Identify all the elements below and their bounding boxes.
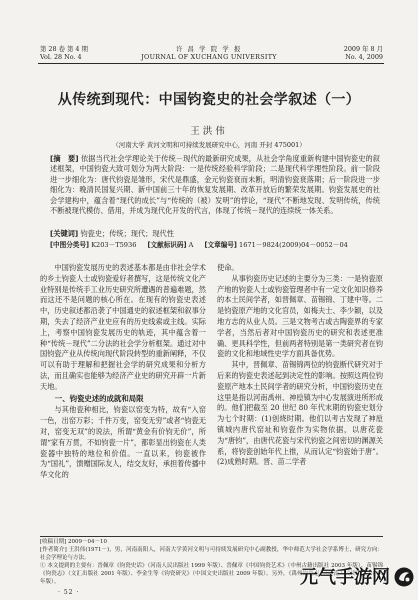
doc-code-label: [文献标识码] <box>147 241 187 249</box>
clc-label: [中图分类号] <box>50 241 89 249</box>
footnote-note-1: ① 本文提到的主要有：晋佩章《钧瓷史话》（河南人民出版社 1999 年版）、晋佩章《中国钧瓷艺术》（中州古籍出版社 2003 年版）、苗锡锦《钧瓷志》（文汇出版社 2001 年版）、李金生等《钧瓷研究》（中国文史出版社 2009 年版）。另外，《禹州钧瓷志》（河南人民出版社 2004 年版）。 <box>40 562 383 585</box>
header-journal <box>129 45 289 61</box>
body-paragraph: 中国钧瓷发展历史的表述基本都是由非社会学术的乡土钧瓷人士或钧瓷爱好者撰写，这是传统文化产业特别是传统手工业历史研究所遭遇的普遍难题，然而这还不是问题的核心所在。在现有的钧瓷史表述中，历史叙述都沿袭了中国通史的叙述框架和叙事分期，失去了经济产业史应有的历史线索或主线。实际上，考察中国钧瓷发展历史的轨迹，其中蕴含着一种“传统－现代”二分法的社会学分析框架。通过对中国钧瓷产业从传统向现代阶段转型的重新阐释，不仅可以有助于理解和把握社会学的研究成果和分析方法，而且确实也能够为经济产业史的研究开辟一片新天地。 <box>40 263 206 391</box>
header-volume <box>40 45 88 61</box>
header-date-cn: 2009 年 8 月 <box>343 45 383 53</box>
footnote-author-bio: [作者简介] 王洪伟(1971－)，男，河南南阳人，河南大学黄河文明与可持续发展研究中心副教授，华中师范大学社会学系博士，研究方向：社会学理论与方法。 <box>40 546 383 561</box>
yuanqi-logo-icon <box>393 566 415 588</box>
body-column-right <box>217 263 383 533</box>
header-journal-cn: 许 昌 学 院 学 报 <box>175 45 243 53</box>
keywords-label: [关键词] <box>50 229 79 238</box>
article-title: 从传统到现代：中国钧瓷史的社会学叙述（一） <box>57 92 361 108</box>
abstract-text: 依据当代社会学理论关于传统－现代的最新研究成果，从社会学角度重新构建中国钧瓷史的叙述框架，中国钧瓷大致可划分为两大阶段：一是传统经验科学阶段；二是现代科学理性阶段。前一阶段进一步细化为：唐代钧瓷是雏形，宋代是鼎盛，金元钧瓷衰而未断，明清钧瓷衰落期；后一阶段进一步细化为：晚清民国复兴期、新中国前三十年的恢复发展期、改革开放后的繁荣发展期。钧瓷发展史的社会学建构中，蕴含着“现代的成长”与“传统的（被）发明”的悖论，“现代”不断地发现、发明传统，传统不断被现代模仿、借用，并成为现代化开发的代言，体现了传统－现代的连续统一体关系。 <box>50 154 380 216</box>
article-affiliation: （河南大学 黄河文明和可持续发展研究中心，河南 开封 475001） <box>112 141 306 149</box>
article-author: 王洪伟 <box>190 126 228 137</box>
footnote-received-date: [收稿日期] 2009－04－10 <box>40 539 108 545</box>
doc-code-value: A <box>188 241 194 249</box>
body-paragraph: 其中，晋佩章、苗锡锦两位的钧瓷断代研究对于后来的钧瓷史表述起到决定性的影响。按照这两位钧瓷原产地本土民间学者的研究分析，中国钧瓷历史在这里是指以河南禹州、神垕镇为中心发展演进所形成的。他们把截至 20 世纪 80 年代末期的钧瓷史划分为七个时期：(1)创烧时期。他们以考古发现了神垕镇城内唐代窑址和钧瓷作为实物依据，以唐花瓷为“唐钧”，由唐代花瓷与宋代钧瓷之间密切的渊源关系，将钧瓷创始年代上推，从而认定“钧瓷始于唐”。(2)成熟时期。晋、苗二学者 <box>217 360 383 467</box>
header-volume-cn: 第 28 卷 第 4 期 <box>40 45 88 53</box>
header-date-en: No. 4, 2009 <box>345 53 383 62</box>
article-no-label: [文章编号] <box>204 241 237 249</box>
footnote-divider <box>40 536 383 537</box>
clc-value: K203－T5936 <box>91 241 137 249</box>
abstract <box>50 154 380 216</box>
page-number: · 52 · <box>58 589 80 596</box>
keywords <box>50 229 380 239</box>
article-no-value: 1671－9824(2009)04－0052－04 <box>239 241 348 249</box>
keywords-text: 钧瓷史；传统；现代；现代性 <box>80 229 174 238</box>
header-divider <box>38 63 384 64</box>
section-heading: 一、钧瓷史述的成就和局限 <box>54 393 144 403</box>
body-column-left <box>40 263 206 533</box>
body-paragraph-continued: 使命。 <box>217 263 239 272</box>
body-paragraph: 与其他瓷种相比，钧瓷以窑变为特，故有“入窑一色，出窑万彩；千件万变，窑变无穷”或者“钧瓷无对，窑变无双”的说法，所谓“黄金有价钧无价”，所谓“家有万贯，不如钧瓷一片”，都彰显出钧瓷在人类瓷器中独特的地位和价值。一直以来，钧瓷被作为“国礼”，馈赠国际友人，结交友好，承担着传播中华文化的 <box>40 405 206 480</box>
body-paragraph: 从事钧瓷历史记述的主要分为三类：一是钧瓷原产地的钧瓷人士或钧瓷管理者中有一定文化知识修养的本土民间学者，如晋佩章、苗锡锦、丁建中等。二是钧瓷原产地的文化官员，如梅夫士、李少颖，以及地方志的从业人员。三是文物考古或古陶瓷界的专家学者，当然后者对中国钧瓷历史的研究和表述更准确、更具科学性，但前两者特别是第一类研究者在钧瓷的文化和地域性史学方面具备优势。 <box>217 273 383 359</box>
header-date <box>344 45 383 61</box>
header-journal-en: JOURNAL OF XUCHANG UNIVERSITY <box>141 53 277 62</box>
abstract-label: [摘 要] <box>50 154 79 163</box>
classification-line <box>50 240 380 250</box>
header-volume-en: Vol. 28 No. 4 <box>40 53 82 62</box>
watermark-text: 元气手游网 <box>300 567 390 588</box>
